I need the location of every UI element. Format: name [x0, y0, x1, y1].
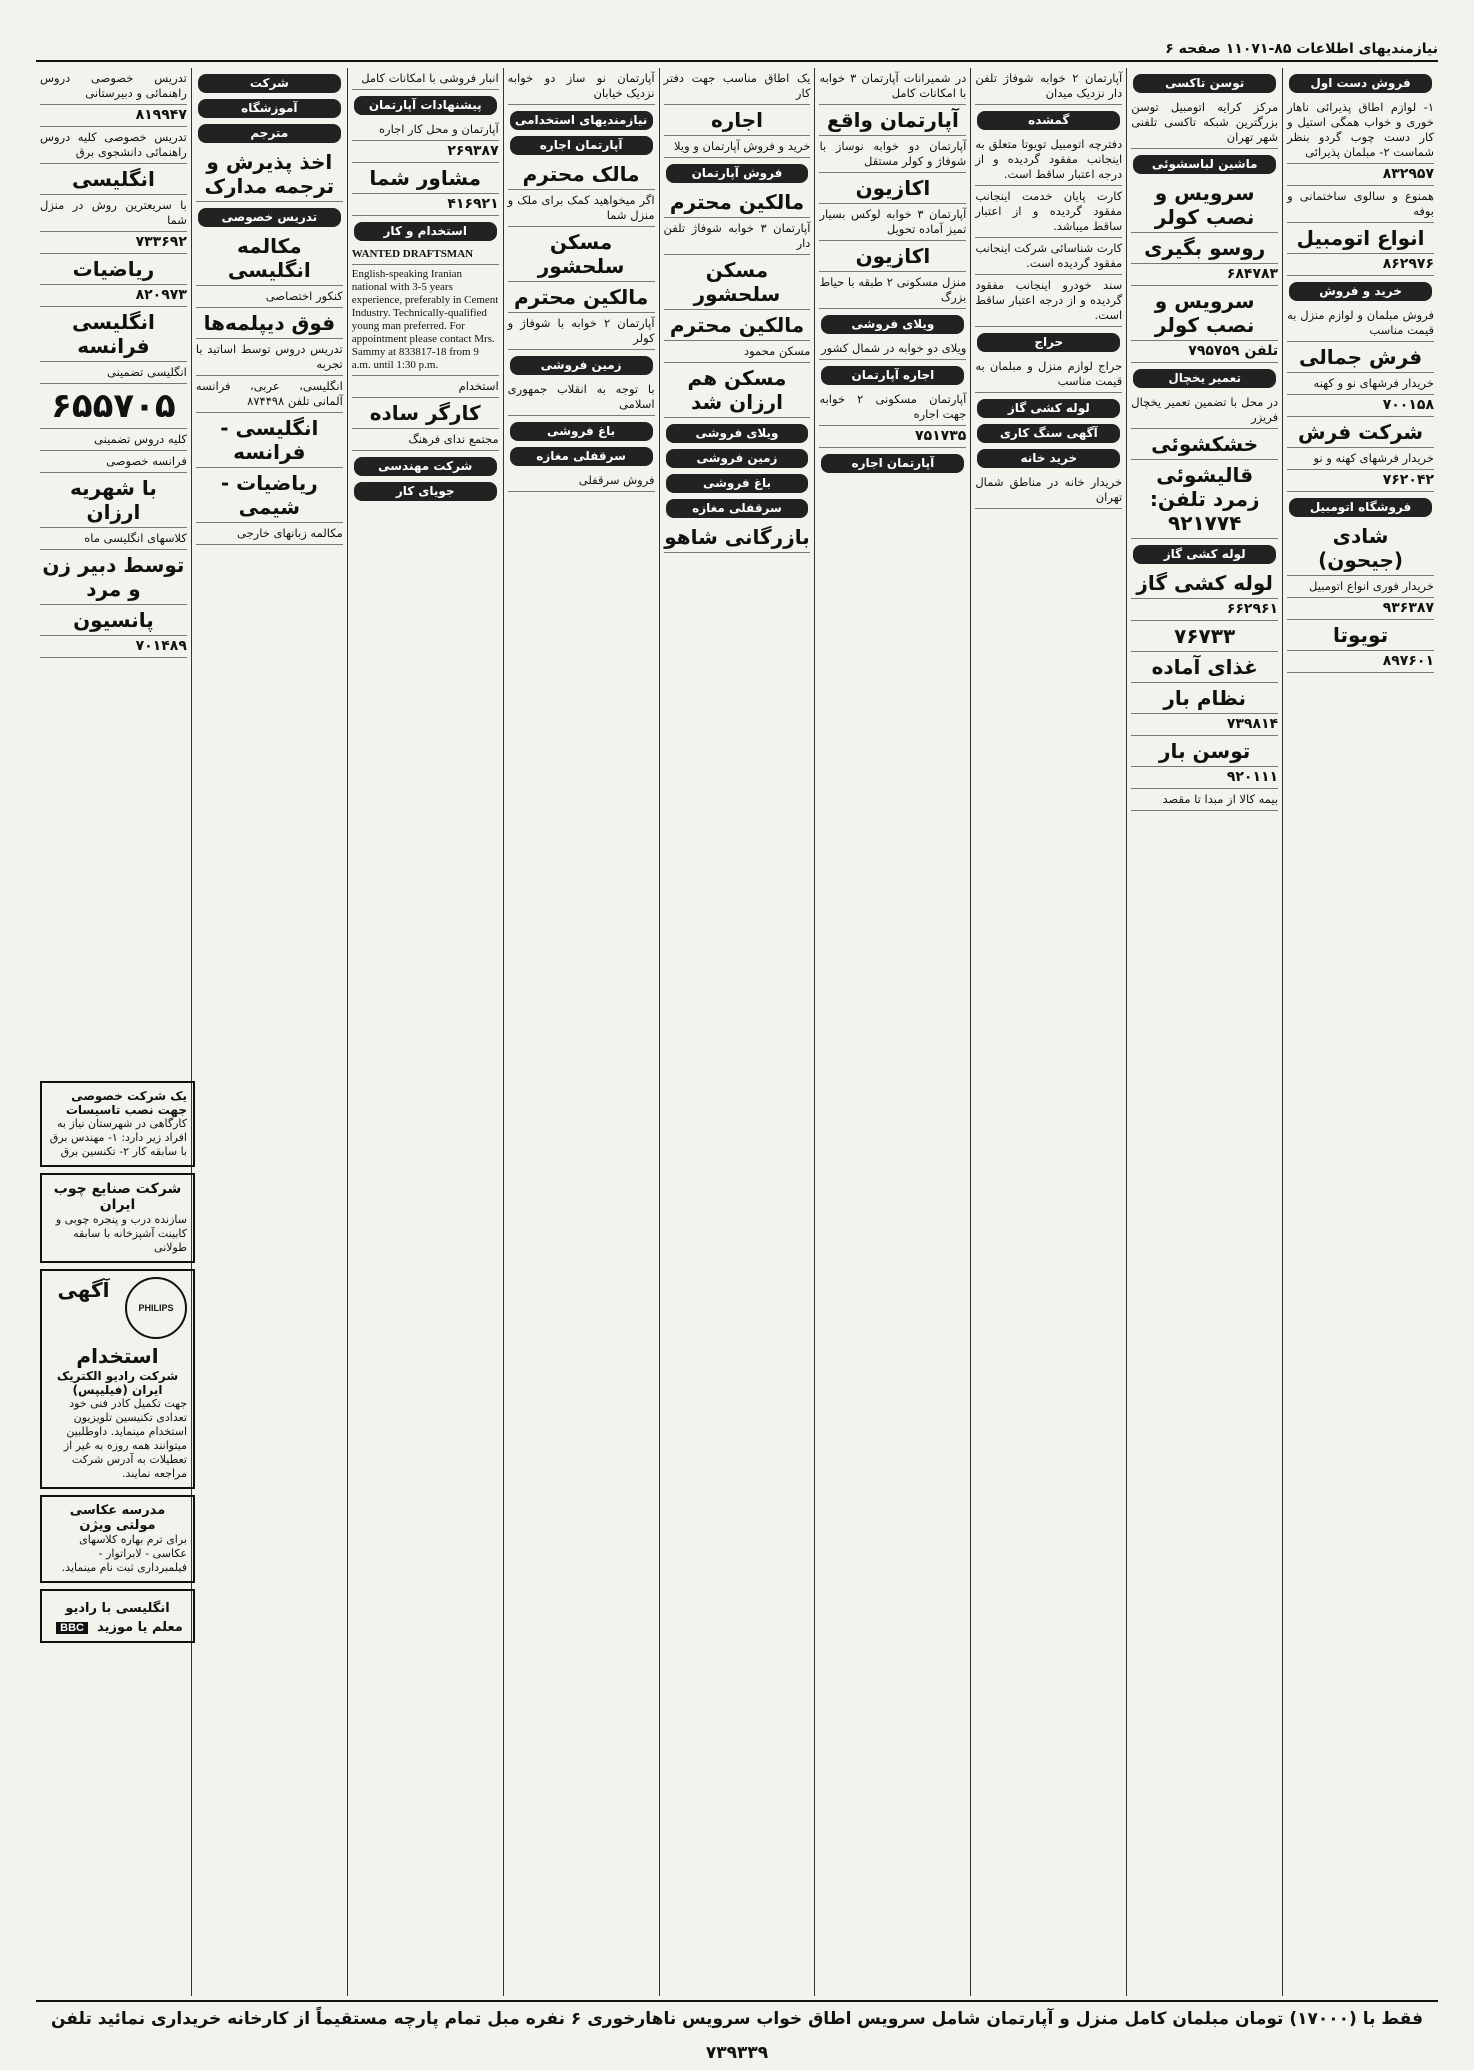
footer-text: فقط با (۱۷۰۰۰) تومان مبلمان کامل منزل و آپارتمان شامل سرویس اطاق خواب سرویس ناهارخوری ۶ نفره مبل تمام پارچه مستقیماً از کارخانه خریداری نمائید تلفن ۷۳۹۳۳۹	[51, 2009, 1423, 2063]
ad-text: فروش مبلمان و لوازم منزل به قیمت مناسب	[1287, 305, 1434, 342]
ad-header: فروش آپارتمان	[666, 164, 809, 183]
philips-subtitle: شرکت رادیو الکتریک ایران (فیلیپس)	[56, 1369, 179, 1397]
column-7	[347, 68, 503, 1996]
ad-header: تعمیر یخچال	[1133, 369, 1276, 388]
bbc-title: انگلیسی با رادیو معلم یا موزید	[65, 1601, 183, 1635]
ad-text: مکالمه زبانهای خارجی	[196, 523, 343, 545]
wood-box	[40, 1173, 195, 1263]
ad-big: مسکن سلحشور	[508, 227, 655, 282]
ad-header: آپارتمان اجاره	[821, 454, 964, 473]
philips-body: جهت تکمیل کادر فنی خود تعدادی تکنیسین تلویزیون استخدام مینماید. داوطلبین میتوانند همه روزه به غیر از تعطیلات به آدرس شرکت مراجعه نمایند.	[63, 1397, 187, 1480]
ad-text: ۱- لوازم اطاق پذیرائی ناهار خوری و خواب همگی استیل و کار دست چوب گردو بنظر شماست ۲- مبلمان پذیرائی	[1287, 97, 1434, 164]
ad-header: باغ فروشی	[510, 422, 653, 441]
ad-text: آپارتمان دو خوابه نوساز با شوفاژ و کولر مستقل	[819, 136, 966, 173]
ad-phone: ۸۶۲۹۷۶	[1287, 254, 1434, 276]
ad-header: ویلای فروشی	[666, 424, 809, 443]
ad-header: شرکت	[198, 74, 341, 93]
philips-box	[40, 1269, 195, 1489]
ad-text: آپارتمان و محل کار اجاره	[352, 119, 499, 141]
photo-box	[40, 1495, 195, 1583]
ad-big: مسکن سلحشور	[664, 255, 811, 310]
ad-header: مترجم	[198, 124, 341, 143]
ad-big: انگلیسی فرانسه	[40, 307, 187, 362]
ad-big: غذای آماده	[1131, 652, 1278, 683]
column-9	[36, 68, 191, 1996]
ad-text: تدریس خصوصی کلیه دروس راهنمائی دانشجوی برق	[40, 127, 187, 164]
ad-big: نظام بار	[1131, 683, 1278, 714]
ad-phone: ۸۳۲۹۵۷	[1287, 164, 1434, 186]
page-label: نیازمندیهای اطلاعات ۸۵-۱۱۰۷۱ صفحه ۶	[1165, 41, 1438, 57]
philips-logo: PHILIPS	[125, 1277, 187, 1339]
ad-header: اجاره آپارتمان	[821, 366, 964, 385]
ad-text: اگر میخواهید کمک برای ملک و منزل شما	[508, 190, 655, 227]
ad-big: اکازیون	[819, 173, 966, 204]
ad-text: فرانسه خصوصی	[40, 451, 187, 473]
ad-header: آپارتمان اجاره	[510, 136, 653, 155]
philips-title: آگهی استخدام	[57, 1278, 159, 1368]
ad-phone: ۹۳۶۳۸۷	[1287, 598, 1434, 620]
ad-big: مکالمه انگلیسی	[196, 231, 343, 286]
ad-text: ویلای دو خوابه در شمال کشور	[819, 338, 966, 360]
ad-big: سرویس و نصب کولر	[1131, 286, 1278, 341]
ad-text: انبار فروشی با امکانات کامل	[352, 68, 499, 90]
recruit-body: کارگاهی در شهرستان نیاز به افراد زیر دارد: ۱- مهندس برق با سابقه کار ۲- تکنسین برق	[49, 1117, 187, 1158]
ad-text: تدریس دروس توسط اساتید با تجربه	[196, 339, 343, 376]
ad-header: آگهی سنگ کاری	[977, 424, 1120, 443]
ad-text: آپارتمان ۲ خوابه با شوفاژ و کولر	[508, 313, 655, 350]
ad-text: خریدار فرشهای کهنه و نو	[1287, 448, 1434, 470]
ad-text: کلیه دروس تضمینی	[40, 429, 187, 451]
wood-title: شرکت صنایع چوب ایران	[53, 1181, 182, 1213]
ad-big: انواع اتومبیل	[1287, 223, 1434, 254]
column-5	[659, 68, 815, 1996]
ad-text: آپارتمان ۳ خوابه لوکس بسیار تمیز آماده تحویل	[819, 204, 966, 241]
ad-phone: ۷۰۰۱۵۸	[1287, 395, 1434, 417]
ad-big: ۷۶۷۳۳	[1131, 621, 1278, 652]
ad-big: شادی (جیحون)	[1287, 521, 1434, 576]
ad-text: کارت پایان خدمت اینجانب مفقود گردیده و از اعتبار ساقط میباشد.	[975, 186, 1122, 238]
footer-banner	[36, 2000, 1438, 2063]
recruit-title: یک شرکت خصوصی جهت نصب تاسیسات	[65, 1089, 187, 1117]
ad-header: زمین فروشی	[510, 356, 653, 375]
ad-big: اخذ پذیرش و ترجمه مدارک	[196, 147, 343, 202]
ad-phone: ۸۲۰۹۷۳	[40, 285, 187, 307]
ad-text: تدریس خصوصی دروس راهنمائی و دبیرستانی	[40, 68, 187, 105]
column-1	[1282, 68, 1438, 1996]
ad-text: کنکور اختصاصی	[196, 286, 343, 308]
ad-big: مالکین محترم	[664, 187, 811, 218]
ad-text: منزل مسکونی ۲ طبقه با حیاط بزرگ	[819, 272, 966, 309]
ad-text: خریدار فرشهای نو و کهنه	[1287, 373, 1434, 395]
ad-big: انگلیسی	[40, 164, 187, 195]
ad-header: گمشده	[977, 111, 1120, 130]
boxed-ads	[40, 1075, 195, 1649]
ad-header: استخدام و کار	[354, 222, 497, 241]
ad-header: فروشگاه اتومبیل	[1289, 498, 1432, 517]
column-3	[970, 68, 1126, 1996]
ad-huge: ۶۵۵۷۰۵	[40, 384, 187, 429]
ad-header: زمین فروشی	[666, 449, 809, 468]
ad-text: با توجه به انقلاب جمهوری اسلامی	[508, 379, 655, 416]
recruit-box	[40, 1081, 195, 1167]
ad-big: سرویس و نصب کولر	[1131, 178, 1278, 233]
ad-big: کارگر ساده	[352, 398, 499, 429]
ad-header: ماشین لباسشوئی	[1133, 155, 1276, 174]
ad-big: روسو بگیری	[1131, 233, 1278, 264]
ad-header: نیازمندیهای استخدامی	[510, 111, 653, 130]
ad-header: خرید و فروش	[1289, 282, 1432, 301]
ad-big: با شهریه ارزان	[40, 473, 187, 528]
ad-phone: ۷۰۱۴۸۹	[40, 636, 187, 658]
ad-text: حراج لوازم منزل و مبلمان به قیمت مناسب	[975, 356, 1122, 393]
bbc-box	[40, 1589, 195, 1643]
ad-big: تویوتا	[1287, 620, 1434, 651]
ad-phone: ۷۵۱۷۳۵	[819, 426, 966, 448]
ad-big: توسط دبیر زن و مرد	[40, 550, 187, 605]
photo-title: مدرسه عکاسی مولتی ویژن	[69, 1503, 166, 1533]
ad-en: WANTED DRAFTSMAN	[352, 245, 499, 265]
ad-big: مالکین محترم	[664, 310, 811, 341]
ad-big: بازرگانی شاهو	[664, 522, 811, 553]
ad-header: توسن تاکسی	[1133, 74, 1276, 93]
ad-header: فروش دست اول	[1289, 74, 1432, 93]
ad-phone: ۷۳۳۶۹۲	[40, 232, 187, 254]
ad-header: شرکت مهندسی	[354, 457, 497, 476]
ad-header: تدریس خصوصی	[198, 208, 341, 227]
ad-big: پانسیون	[40, 605, 187, 636]
ad-phone: ۹۲۰۱۱۱	[1131, 767, 1278, 789]
ad-text: آپارتمان مسکونی ۲ خوابه جهت اجاره	[819, 389, 966, 426]
ad-header: سرقفلی مغازه	[666, 499, 809, 518]
column-2	[1126, 68, 1282, 1996]
ad-header: خرید خانه	[977, 449, 1120, 468]
ad-big: توسن بار	[1131, 736, 1278, 767]
ad-big: ریاضیات	[40, 254, 187, 285]
ad-phone: ۷۶۲۰۴۲	[1287, 470, 1434, 492]
ad-text: فروش سرقفلی	[508, 470, 655, 492]
ad-header: سرقفلی مغازه	[510, 447, 653, 466]
ad-big: اکازیون	[819, 241, 966, 272]
ad-big: قالیشوئی زمرد تلفن: ۹۲۱۷۷۴	[1131, 460, 1278, 539]
ad-big: مسکن هم ارزان شد	[664, 363, 811, 418]
ad-text: انگلیسی تضمینی	[40, 362, 187, 384]
ad-text: آپارتمان نو ساز دو خوابه نزدیک خیابان	[508, 68, 655, 105]
masthead	[36, 38, 1438, 62]
ad-phone: ۴۱۶۹۲۱	[352, 194, 499, 216]
ad-text: استخدام	[352, 376, 499, 398]
ad-text: خریدار فوری انواع اتومبیل	[1287, 576, 1434, 598]
column-8	[191, 68, 347, 1996]
ad-big: مالک محترم	[508, 159, 655, 190]
ad-phone: تلفن ۷۹۵۷۵۹	[1131, 341, 1278, 363]
ad-phone: ۸۱۹۹۴۷	[40, 105, 187, 127]
ad-phone: ۶۶۲۹۶۱	[1131, 599, 1278, 621]
ad-big: خشکشوئی	[1131, 429, 1278, 460]
ad-text: مسکن محمود	[664, 341, 811, 363]
ad-header: ویلای فروشی	[821, 315, 964, 334]
ad-header: حراج	[977, 333, 1120, 352]
ad-big: انگلیسی - فرانسه	[196, 413, 343, 468]
ad-text: مجتمع ندای فرهنگ	[352, 429, 499, 451]
ad-big: ریاضیات - شیمی	[196, 468, 343, 523]
bbc-logo: BBC	[56, 1622, 88, 1634]
ad-big: فرش جمالی	[1287, 342, 1434, 373]
ad-text: سند خودرو اینجانب مفقود گردیده و از درجه اعتبار ساقط است.	[975, 275, 1122, 327]
ad-text: مرکز کرایه اتومبیل توسن بزرگترین شبکه تاکسی تلفنی شهر تهران	[1131, 97, 1278, 149]
ad-text: کارت شناسائی شرکت اینجانب مفقود گردیده است.	[975, 238, 1122, 275]
ad-text: انگلیسی، عربی، فرانسه آلمانی تلفن ۸۷۴۴۹۸	[196, 376, 343, 413]
ad-phone: ۸۹۷۶۰۱	[1287, 651, 1434, 673]
ad-header: لوله کشی گاز	[977, 399, 1120, 418]
ad-big: فوق دیپلمه‌ها	[196, 308, 343, 339]
ad-phone: ۲۶۹۳۸۷	[352, 141, 499, 163]
ad-phone: ۶۸۴۷۸۳	[1131, 264, 1278, 286]
column-6	[503, 68, 659, 1996]
ad-text: خرید و فروش آپارتمان و ویلا	[664, 136, 811, 158]
ad-text: همنوع و سالوی ساختمانی و بوفه	[1287, 186, 1434, 223]
ad-header: جویای کار	[354, 482, 497, 501]
ad-header: آموزشگاه	[198, 99, 341, 118]
ad-phone: ۷۳۹۸۱۴	[1131, 714, 1278, 736]
ad-text: یک اطاق مناسب جهت دفتر کار	[664, 68, 811, 105]
newspaper-page	[36, 38, 1438, 1996]
column-4	[814, 68, 970, 1996]
ad-text: آپارتمان ۳ خوابه شوفاژ تلفن دار	[664, 218, 811, 255]
ad-big: لوله کشی گاز	[1131, 568, 1278, 599]
ad-big: مشاور شما	[352, 163, 499, 194]
ad-big: اجاره	[664, 105, 811, 136]
ad-header: پیشنهادات آپارتمان	[354, 96, 497, 115]
ad-text: بیمه کالا از مبدا تا مقصد	[1131, 789, 1278, 811]
ad-text: خریدار خانه در مناطق شمال تهران	[975, 472, 1122, 509]
ad-text: کلاسهای انگلیسی ماه	[40, 528, 187, 550]
ad-en_body: English-speaking Iranian national with 3-5 years experience, preferably in Cement Industry. Technically-qualified young man preferred. For appointment please contact Mrs. Sammy at 833817-18 from 9 a.m. until 1:30 p.m.	[352, 265, 499, 376]
ad-big: آپارتمان واقع	[819, 105, 966, 136]
wood-body: سازنده درب و پنجره چوبی و کابینت آشپزخانه با سابقه طولانی	[55, 1213, 187, 1254]
columns	[36, 68, 1438, 1996]
ad-big: مالکین محترم	[508, 282, 655, 313]
ad-text: در محل با تضمین تعمیر یخچال فریزر	[1131, 392, 1278, 429]
ad-text: دفترچه اتومبیل تویوتا متعلق به اینجانب مفقود گردیده و از درجه اعتبار ساقط است.	[975, 134, 1122, 186]
ad-text: آپارتمان ۲ خوابه شوفاژ تلفن دار نزدیک میدان	[975, 68, 1122, 105]
ad-text: در شمیرانات آپارتمان ۳ خوابه با امکانات کامل	[819, 68, 966, 105]
ad-header: باغ فروشی	[666, 474, 809, 493]
ad-text: با سریعترین روش در منزل شما	[40, 195, 187, 232]
ad-header: لوله کشی گاز	[1133, 545, 1276, 564]
photo-body: برای ترم بهاره کلاسهای عکاسی - لابراتوار - فیلمبرداری ثبت نام مینماید.	[61, 1533, 187, 1574]
ad-big: شرکت فرش	[1287, 417, 1434, 448]
